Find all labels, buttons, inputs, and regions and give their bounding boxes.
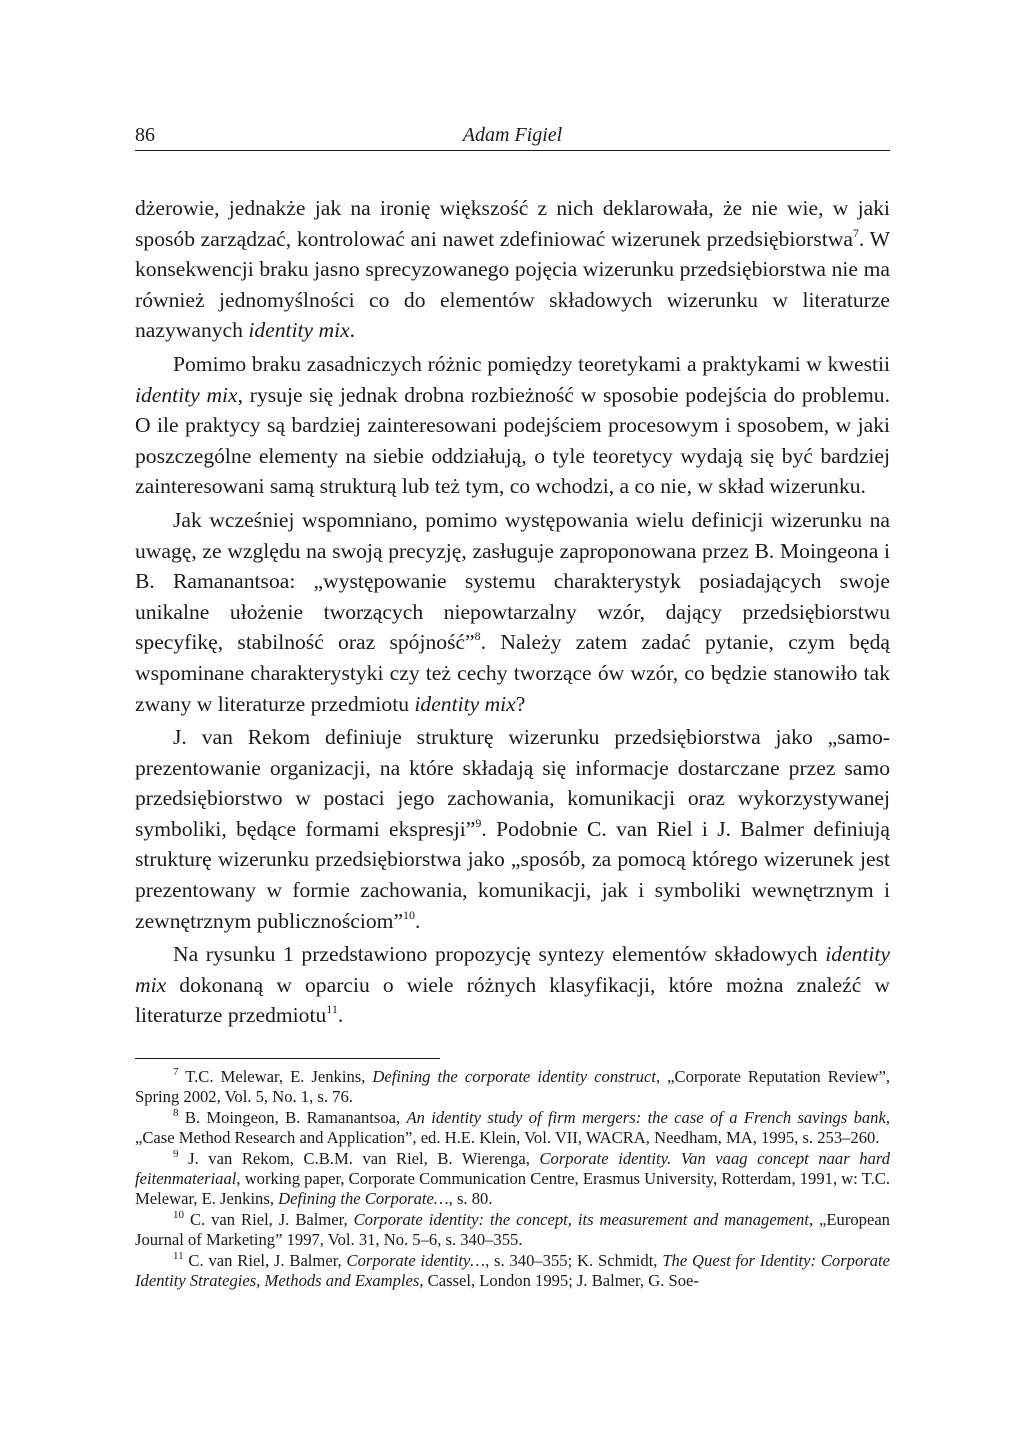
text-run: , s. 340–355; K. Schmidt, xyxy=(485,1251,663,1271)
paragraph-3 xyxy=(135,505,890,719)
paragraph-4 xyxy=(135,722,890,936)
text-run: , „European Journal of Marketing” 1997, Vol. 31, No. 5–6, s. 340–355. xyxy=(135,1210,890,1249)
italic-term: identity mix xyxy=(135,382,238,407)
text-run: . Podobnie C. van Riel i J. Balmer definiują strukturę wizerunku przedsiębiorstwa jako „sposób, za pomocą którego wizerunek jest prezentowany w formie zachowania, komunikacji, jak i symboliki wewnętrznym i zewnętrznym publicznościom” xyxy=(135,816,890,933)
italic-term: identity mix xyxy=(135,942,890,997)
running-header xyxy=(135,118,890,151)
text-run: , working paper, Corporate Communication Centre, Erasmus University, Rotterdam, 1991, w: T.C. Melewar, E. Jenkins, xyxy=(135,1169,890,1208)
italic-term: identity mix xyxy=(248,318,350,343)
footnote-separator xyxy=(135,1058,440,1059)
text-run: T.C. Melewar, E. Jenkins, xyxy=(178,1067,373,1087)
footnote-number: 11 xyxy=(173,1250,184,1263)
footnote-7 xyxy=(135,1067,890,1106)
running-title: Adam Figiel xyxy=(462,124,563,146)
page-number: 86 xyxy=(135,124,155,146)
italic-title: Defining the Corporate… xyxy=(278,1188,449,1208)
italic-title: Defining the corporate identity construct xyxy=(372,1067,656,1087)
paragraph-2 xyxy=(135,349,890,502)
text-run: Pomimo braku zasadniczych różnic pomiędzy teoretykami a praktykami w kwestii xyxy=(173,351,890,376)
italic-title: Corporate identity: the concept, its measurement and management xyxy=(353,1210,809,1230)
italic-term: identity mix xyxy=(414,691,516,716)
text-run: . Należy zatem zadać pytanie, czym będą wspominane charakterystyki czy też cechy tworzące ów wzór, co będzie stanowiło tak zwany w literaturze przedmiotu xyxy=(135,630,890,716)
text-run: C. van Riel, J. Balmer, xyxy=(184,1210,354,1230)
footnote-ref-11: 11 xyxy=(326,1002,338,1017)
text-run: , rysuje się jednak drobna rozbieżność w sposobie podejścia do problemu. O ile praktycy są bardziej zainteresowani podejściem procesowym i sposobem, w jaki poszczególne elementy na siebie oddziałują, o tyle teoretycy wydają się być bardziej zainteresowani samą strukturą lub też tym, co wchodzi, a co nie, w skład wizerunku. xyxy=(135,382,890,499)
paragraph-5 xyxy=(135,939,890,1031)
footnote-ref-8: 8 xyxy=(474,629,481,644)
text-run: Na rysunku 1 przedstawiono propozycję syntezy elementów składowych xyxy=(173,942,826,967)
footnote-8 xyxy=(135,1108,890,1147)
italic-title: Corporate identity… xyxy=(346,1251,486,1271)
text-run: . xyxy=(349,318,356,343)
italic-title: An identity study of firm mergers: the case of a French savings bank xyxy=(406,1108,886,1128)
text-run: . W konsekwencji braku jasno sprecyzowanego pojęcia wizerunku przedsiębiorstwa nie ma również jednomyślności co do elementów składowych wizerunku w literaturze nazywanych xyxy=(135,226,890,343)
footnote-number: 8 xyxy=(173,1107,179,1120)
text-run: J. van Rekom definiuje strukturę wizerunku przedsiębiorstwa jako „samoprezentowanie organizacji, na które składają się informacje dostarczane przez samo przedsiębiorstwo w postaci jego zachowania, komunikacji oraz wykorzystywanej symboliki, będące formami ekspresji” xyxy=(135,725,890,841)
text-run: ? xyxy=(515,691,526,716)
footnote-10 xyxy=(135,1210,890,1249)
book-page xyxy=(135,118,890,1291)
text-run: dżerowie, jednakże jak na ironię większość z nich deklarowała, że nie wie, w jaki sposób zarządzać, kontrolować ani nawet zdefiniować wizerunek przedsiębiorstwa xyxy=(135,196,890,251)
footnote-number: 7 xyxy=(173,1066,179,1079)
footnote-number: 10 xyxy=(173,1209,184,1222)
footnote-11 xyxy=(135,1251,890,1290)
text-run: C. van Riel, J. Balmer, xyxy=(183,1251,347,1271)
text-run: , Cassel, London 1995; J. Balmer, G. Soe- xyxy=(419,1270,699,1290)
text-run: . xyxy=(415,908,421,933)
footnote-ref-10: 10 xyxy=(403,907,416,922)
text-run: Jak wcześniej wspomniano, pomimo występowania wielu definicji wizerunku na uwagę, ze względu na swoją precyzję, zasługuje zaproponowana przez B. Moingeona i B. Ramanantsoa: „występowanie systemu charakterystyk posiadających swoje unikalne ułożenie tworzących niepowtarzalny wzór, dający przedsiębiorstwu specyfikę, stabilność oraz spójność” xyxy=(135,507,890,655)
text-run: B. Moingeon, B. Ramanantsoa, xyxy=(178,1108,407,1128)
footnote-9 xyxy=(135,1149,890,1208)
text-run: , „Case Method Research and Application”, ed. H.E. Klein, Vol. VII, WACRA, Needham, MA, 1995, s. 253–260. xyxy=(135,1108,890,1147)
footnote-ref-7: 7 xyxy=(852,225,859,240)
italic-title: Corporate identity. Van vaag concept naar hard feitenmateriaal xyxy=(135,1149,891,1188)
paragraph-1 xyxy=(135,193,890,346)
italic-title: The Quest for Identity: Corporate Identity Strategies, Methods and Examples xyxy=(135,1251,890,1290)
text-run: , „Corporate Reputation Review”, Spring 2002, Vol. 5, No. 1, s. 76. xyxy=(135,1067,890,1106)
text-run: , s. 80. xyxy=(448,1188,493,1208)
footnotes xyxy=(135,1067,890,1291)
footnote-number: 9 xyxy=(173,1148,179,1161)
text-run: J. van Rekom, C.B.M. van Riel, B. Wierenga, xyxy=(178,1149,540,1169)
text-run: . xyxy=(337,1003,344,1028)
text-run: dokonaną w oparciu o wiele różnych klasyfikacji, które można znaleźć w literaturze przedmiotu xyxy=(135,972,890,1028)
main-text xyxy=(135,193,890,1031)
footnote-ref-9: 9 xyxy=(475,815,482,830)
